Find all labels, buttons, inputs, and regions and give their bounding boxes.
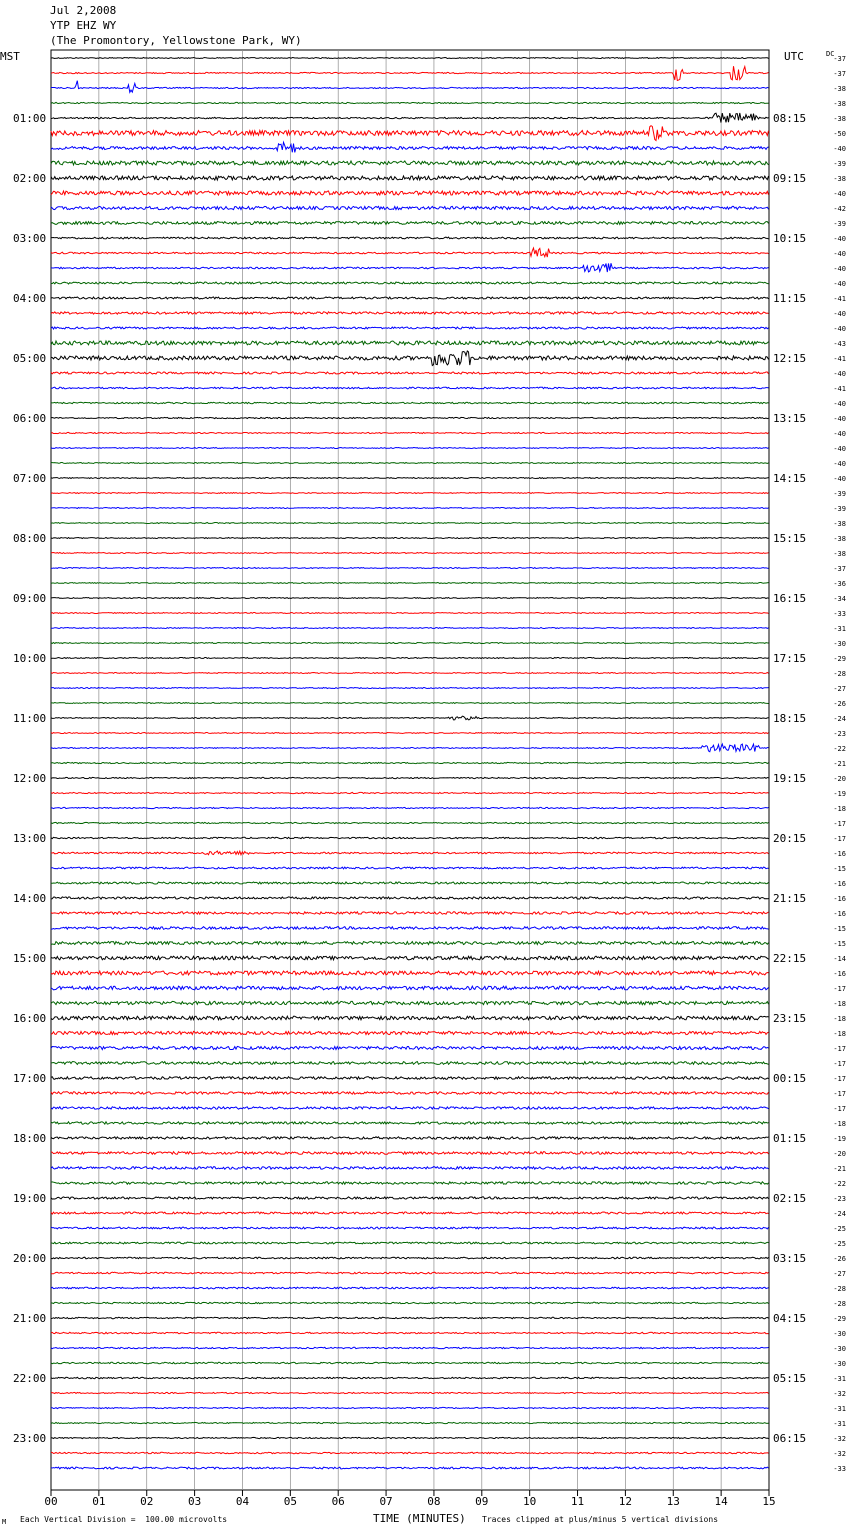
- x-tick-label: 02: [140, 1495, 154, 1508]
- seismic-trace: [51, 297, 769, 299]
- left-hour-label: 20:00: [13, 1252, 47, 1265]
- seismic-trace: [51, 191, 769, 195]
- seismic-trace: [51, 792, 769, 793]
- dc-offset-label: -31: [833, 625, 846, 633]
- seismic-trace: [51, 113, 769, 123]
- dc-offset-label: -18: [833, 1120, 846, 1128]
- dc-offset-label: -37: [833, 565, 846, 573]
- x-tick-label: 09: [475, 1495, 489, 1508]
- seismic-trace: [51, 744, 769, 752]
- x-tick-label: 15: [762, 1495, 776, 1508]
- left-hour-label: 06:00: [13, 412, 47, 425]
- seismic-trace: [51, 1257, 769, 1259]
- x-tick-label: 06: [331, 1495, 345, 1508]
- dc-offset-label: -21: [833, 760, 846, 768]
- seismic-trace: [51, 478, 769, 479]
- seismic-trace: [51, 351, 769, 366]
- dc-offset-label: -17: [833, 835, 846, 843]
- dc-offset-label: -19: [833, 790, 846, 798]
- dc-offset-label: -33: [833, 610, 846, 618]
- seismic-trace: [51, 942, 769, 945]
- dc-offset-label: -14: [833, 955, 846, 963]
- seismic-trace: [51, 1197, 769, 1199]
- left-hour-label: 05:00: [13, 352, 47, 365]
- seismic-trace: [51, 1016, 769, 1020]
- right-hour-label: 21:15: [773, 892, 807, 905]
- dc-offset-label: -38: [833, 100, 846, 108]
- dc-offset-label: -38: [833, 85, 846, 93]
- seismic-trace: [51, 1392, 769, 1393]
- left-hour-label: 13:00: [13, 832, 47, 845]
- right-hour-label: 13:15: [773, 412, 807, 425]
- seismic-trace: [51, 102, 769, 103]
- seismic-trace: [51, 1227, 769, 1229]
- seismic-trace: [51, 613, 769, 614]
- seismic-trace: [51, 538, 769, 539]
- left-hour-label: 21:00: [13, 1312, 47, 1325]
- seismic-trace: [51, 1122, 769, 1124]
- seismic-trace: [51, 1302, 769, 1303]
- seismic-trace: [51, 206, 769, 209]
- right-hour-label: 02:15: [773, 1192, 807, 1205]
- dc-offset-label: -31: [833, 1375, 846, 1383]
- seismic-trace: [51, 493, 769, 494]
- right-hour-label: 20:15: [773, 832, 807, 845]
- left-hour-label: 19:00: [13, 1192, 47, 1205]
- dc-offset-label: -15: [833, 865, 846, 873]
- left-hour-label: 11:00: [13, 712, 47, 725]
- seismic-trace: [51, 762, 769, 763]
- right-hour-label: 12:15: [773, 352, 807, 365]
- seismic-trace: [51, 986, 769, 990]
- right-hour-label: 17:15: [773, 652, 807, 665]
- seismic-trace: [51, 703, 769, 704]
- x-tick-label: 08: [427, 1495, 441, 1508]
- right-hour-label: 16:15: [773, 592, 807, 605]
- seismic-trace: [51, 1377, 769, 1378]
- dc-offset-label: -39: [833, 505, 846, 513]
- left-hour-label: 10:00: [13, 652, 47, 665]
- seismic-trace: [51, 1107, 769, 1109]
- seismic-trace: [51, 598, 769, 599]
- right-hour-label: 05:15: [773, 1372, 807, 1385]
- left-hour-label: 22:00: [13, 1372, 47, 1385]
- right-hour-label: 08:15: [773, 112, 807, 125]
- dc-offset-label: -40: [833, 460, 846, 468]
- seismic-trace: [51, 1347, 769, 1348]
- right-hour-label: 15:15: [773, 532, 807, 545]
- left-hour-label: 08:00: [13, 532, 47, 545]
- dc-offset-label: -38: [833, 175, 846, 183]
- dc-offset-label: -28: [833, 670, 846, 678]
- seismic-trace: [51, 956, 769, 960]
- dc-offset-label: -20: [833, 775, 846, 783]
- dc-offset-label: -18: [833, 1000, 846, 1008]
- seismic-trace: [51, 222, 769, 225]
- dc-offset-label: -25: [833, 1240, 846, 1248]
- dc-offset-label: -39: [833, 220, 846, 228]
- seismic-trace: [51, 628, 769, 629]
- seismic-trace: [51, 643, 769, 644]
- seismic-trace: [51, 822, 769, 823]
- x-tick-label: 12: [618, 1495, 633, 1508]
- seismic-trace: [51, 263, 769, 272]
- x-tick-label: 10: [523, 1495, 537, 1508]
- seismic-trace: [51, 1467, 769, 1469]
- dc-offset-label: -37: [833, 55, 846, 63]
- seismic-trace: [51, 837, 769, 838]
- dc-offset-label: -17: [833, 1045, 846, 1053]
- dc-offset-label: -26: [833, 700, 846, 708]
- seismic-trace: [51, 1152, 769, 1155]
- dc-offset-label: -38: [833, 520, 846, 528]
- seismic-trace: [51, 327, 769, 329]
- dc-offset-label: -17: [833, 1090, 846, 1098]
- dc-offset-label: -16: [833, 880, 846, 888]
- dc-offset-label: -15: [833, 925, 846, 933]
- x-tick-label: 13: [666, 1495, 680, 1508]
- seismic-trace: [51, 248, 769, 257]
- seismic-trace: [51, 523, 769, 524]
- seismic-trace: [51, 897, 769, 899]
- left-hour-label: 07:00: [13, 472, 47, 485]
- dc-offset-label: -16: [833, 970, 846, 978]
- dc-offset-label: -18: [833, 1015, 846, 1023]
- dc-offset-label: -29: [833, 655, 846, 663]
- seismic-trace: [51, 1092, 769, 1094]
- left-hour-label: 16:00: [13, 1012, 47, 1025]
- seismic-trace: [51, 716, 769, 720]
- dc-offset-label: -36: [833, 580, 846, 588]
- seismic-trace: [51, 237, 769, 239]
- seismic-trace: [51, 372, 769, 374]
- dc-offset-label: -31: [833, 1420, 846, 1428]
- dc-offset-label: -24: [833, 715, 846, 723]
- seismic-trace: [51, 463, 769, 464]
- right-hour-label: 00:15: [773, 1072, 807, 1085]
- seismic-trace: [51, 1062, 769, 1065]
- dc-offset-label: -40: [833, 235, 846, 243]
- dc-offset-label: -21: [833, 1165, 846, 1173]
- x-tick-label: 05: [283, 1495, 297, 1508]
- dc-offset-label: -18: [833, 805, 846, 813]
- dc-offset-label: -43: [833, 340, 846, 348]
- dc-offset-label: -15: [833, 940, 846, 948]
- dc-offset-label: -32: [833, 1390, 846, 1398]
- seismic-trace: [51, 733, 769, 734]
- dc-offset-label: -39: [833, 160, 846, 168]
- seismic-trace: [51, 777, 769, 778]
- seismic-trace: [51, 1422, 769, 1423]
- seismic-trace: [51, 312, 769, 314]
- dc-offset-label: -41: [833, 295, 846, 303]
- seismic-trace: [51, 387, 769, 389]
- dc-offset-label: -40: [833, 430, 846, 438]
- seismic-trace: [51, 1452, 769, 1453]
- dc-offset-label: -32: [833, 1435, 846, 1443]
- left-hour-label: 18:00: [13, 1132, 47, 1145]
- dc-offset-label: -26: [833, 1255, 846, 1263]
- left-hour-label: 03:00: [13, 232, 47, 245]
- dc-offset-label: -40: [833, 445, 846, 453]
- seismic-trace: [51, 807, 769, 808]
- seismic-trace: [51, 142, 769, 152]
- dc-offset-label: -17: [833, 985, 846, 993]
- seismic-trace: [51, 1407, 769, 1408]
- chart-date: Jul 2,2008: [50, 4, 117, 17]
- right-hour-label: 09:15: [773, 172, 807, 185]
- left-hour-label: 12:00: [13, 772, 47, 785]
- dc-offset-label: -50: [833, 130, 846, 138]
- dc-offset-label: -20: [833, 1150, 846, 1158]
- seismic-trace: [51, 1212, 769, 1214]
- dc-offset-label: -17: [833, 1060, 846, 1068]
- right-hour-label: 03:15: [773, 1252, 807, 1265]
- dc-header: DC: [826, 50, 835, 58]
- seismic-trace: [51, 1332, 769, 1333]
- dc-offset-label: -40: [833, 415, 846, 423]
- seismic-trace: [51, 432, 769, 433]
- seismic-trace: [51, 126, 769, 141]
- right-hour-label: 01:15: [773, 1132, 807, 1145]
- dc-offset-label: -28: [833, 1300, 846, 1308]
- dc-offset-label: -40: [833, 265, 846, 273]
- right-hour-label: 14:15: [773, 472, 807, 485]
- seismic-trace: [51, 1031, 769, 1034]
- x-tick-label: 00: [44, 1495, 58, 1508]
- dc-offset-label: -30: [833, 640, 846, 648]
- left-hour-label: 17:00: [13, 1072, 47, 1085]
- left-hour-label: 01:00: [13, 112, 47, 125]
- dc-offset-label: -34: [833, 595, 846, 603]
- seismic-trace: [51, 867, 769, 869]
- dc-offset-label: -25: [833, 1225, 846, 1233]
- seismic-trace: [51, 1242, 769, 1244]
- dc-offset-label: -31: [833, 1405, 846, 1413]
- seismic-trace: [51, 1182, 769, 1184]
- seismic-trace: [51, 1001, 769, 1004]
- dc-offset-label: -30: [833, 1360, 846, 1368]
- right-hour-label: 10:15: [773, 232, 807, 245]
- dc-offset-label: -18: [833, 1030, 846, 1038]
- dc-offset-label: -17: [833, 1075, 846, 1083]
- seismic-trace: [51, 927, 769, 930]
- station-location: (The Promontory, Yellowstone Park, WY): [50, 34, 302, 47]
- dc-offset-label: -41: [833, 385, 846, 393]
- left-hour-label: 09:00: [13, 592, 47, 605]
- dc-offset-label: -38: [833, 550, 846, 558]
- corner-mark: M: [2, 1518, 7, 1526]
- dc-offset-label: -40: [833, 145, 846, 153]
- dc-offset-label: -33: [833, 1465, 846, 1473]
- dc-offset-label: -27: [833, 685, 846, 693]
- dc-offset-label: -17: [833, 820, 846, 828]
- dc-offset-label: -38: [833, 115, 846, 123]
- seismic-trace: [51, 882, 769, 884]
- seismic-trace: [51, 912, 769, 914]
- x-tick-label: 03: [187, 1495, 202, 1508]
- x-axis-label: TIME (MINUTES): [373, 1512, 466, 1525]
- seismic-trace: [51, 688, 769, 689]
- right-timezone-label: UTC: [784, 50, 804, 63]
- dc-offset-label: -30: [833, 1345, 846, 1353]
- seismic-trace: [51, 1137, 769, 1139]
- dc-offset-label: -40: [833, 325, 846, 333]
- seismic-trace: [51, 1317, 769, 1318]
- x-tick-label: 11: [570, 1495, 585, 1508]
- seismic-trace: [51, 448, 769, 449]
- right-hour-label: 22:15: [773, 952, 807, 965]
- dc-offset-label: -28: [833, 1285, 846, 1293]
- x-tick-label: 01: [92, 1495, 106, 1508]
- dc-offset-label: -29: [833, 1315, 846, 1323]
- seismic-trace: [51, 81, 769, 93]
- seismic-trace: [51, 1167, 769, 1170]
- x-tick-label: 14: [714, 1495, 728, 1508]
- dc-offset-label: -27: [833, 1270, 846, 1278]
- right-hour-label: 06:15: [773, 1432, 807, 1445]
- seismic-trace: [51, 553, 769, 554]
- left-hour-label: 02:00: [13, 172, 47, 185]
- station-code: YTP EHZ WY: [50, 19, 117, 32]
- left-hour-label: 15:00: [13, 952, 47, 965]
- dc-offset-label: -16: [833, 895, 846, 903]
- scale-note: Each Vertical Division = 100.00 microvolts: [20, 1515, 228, 1524]
- seismic-trace: [51, 1077, 769, 1080]
- dc-offset-label: -41: [833, 355, 846, 363]
- dc-offset-label: -30: [833, 1330, 846, 1338]
- right-hour-label: 11:15: [773, 292, 807, 305]
- dc-offset-label: -40: [833, 475, 846, 483]
- x-tick-label: 04: [235, 1495, 250, 1508]
- dc-offset-label: -40: [833, 310, 846, 318]
- dc-offset-label: -38: [833, 535, 846, 543]
- seismic-trace: [51, 568, 769, 569]
- seismic-trace: [51, 1287, 769, 1289]
- dc-offset-label: -16: [833, 910, 846, 918]
- seismic-trace: [51, 851, 769, 855]
- seismic-trace: [51, 176, 769, 180]
- seismic-trace: [51, 658, 769, 659]
- seismic-trace: [51, 282, 769, 284]
- dc-offset-label: -23: [833, 730, 846, 738]
- dc-offset-label: -22: [833, 745, 846, 753]
- right-hour-label: 18:15: [773, 712, 807, 725]
- seismic-trace: [51, 402, 769, 403]
- seismic-trace: [51, 341, 769, 345]
- dc-offset-label: -32: [833, 1450, 846, 1458]
- seismic-trace: [51, 66, 769, 80]
- seismic-trace: [51, 58, 769, 59]
- dc-offset-label: -40: [833, 400, 846, 408]
- seismic-trace: [51, 673, 769, 674]
- right-hour-label: 19:15: [773, 772, 807, 785]
- dc-offset-label: -42: [833, 205, 846, 213]
- dc-offset-label: -40: [833, 370, 846, 378]
- dc-offset-label: -40: [833, 280, 846, 288]
- clip-note: Traces clipped at plus/minus 5 vertical divisions: [482, 1515, 719, 1524]
- dc-offset-label: -17: [833, 1105, 846, 1113]
- dc-offset-label: -24: [833, 1210, 846, 1218]
- seismic-trace: [51, 417, 769, 418]
- right-hour-label: 04:15: [773, 1312, 807, 1325]
- left-timezone-label: MST: [0, 50, 20, 63]
- seismic-trace: [51, 583, 769, 584]
- dc-offset-label: -37: [833, 70, 846, 78]
- seismic-trace: [51, 161, 769, 165]
- seismic-trace: [51, 1437, 769, 1438]
- dc-offset-label: -16: [833, 850, 846, 858]
- dc-offset-label: -19: [833, 1135, 846, 1143]
- dc-offset-label: -22: [833, 1180, 846, 1188]
- seismic-trace: [51, 971, 769, 975]
- dc-offset-label: -40: [833, 250, 846, 258]
- dc-offset-label: -39: [833, 490, 846, 498]
- dc-offset-label: -23: [833, 1195, 846, 1203]
- left-hour-label: 04:00: [13, 292, 47, 305]
- left-hour-label: 23:00: [13, 1432, 47, 1445]
- seismic-trace: [51, 1362, 769, 1363]
- x-tick-label: 07: [379, 1495, 393, 1508]
- left-hour-label: 14:00: [13, 892, 47, 905]
- dc-offset-label: -40: [833, 190, 846, 198]
- seismic-trace: [51, 1046, 769, 1049]
- seismic-trace: [51, 1272, 769, 1274]
- seismic-trace: [51, 508, 769, 509]
- right-hour-label: 23:15: [773, 1012, 807, 1025]
